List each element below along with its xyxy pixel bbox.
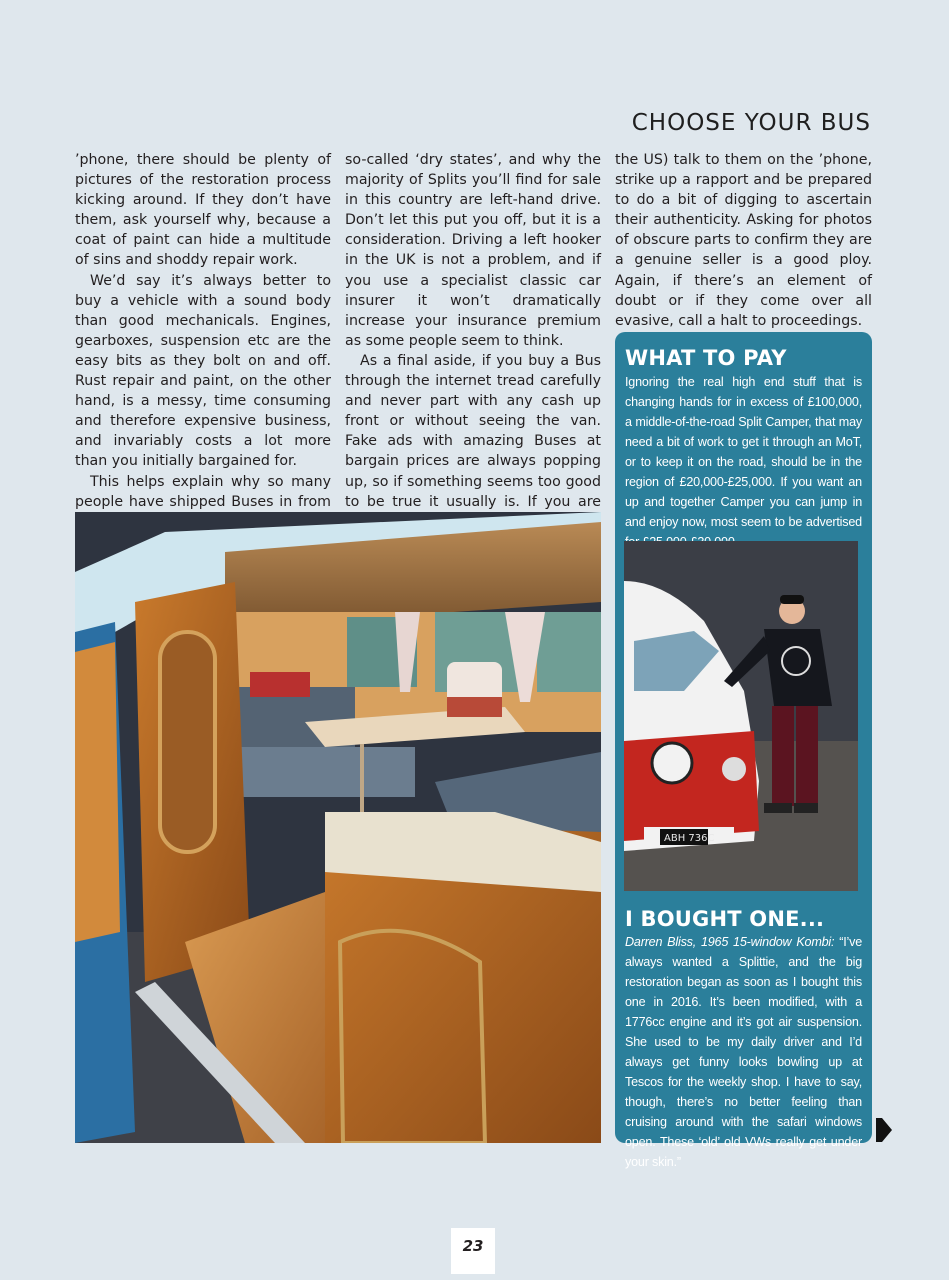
owner-with-van-photo [624, 541, 858, 891]
bought-one-quote: “I’ve always wanted a Splittie, and the big restoration began as soon as I bought this one in 2016. It’s been modified, with a 1776cc engine and it’s got air suspension. She used to be my daily driver and I’d always get funny looks bowling up at Tescos for the weekly shop. I have to say, though, there’s no better feeling than cruising around with the safari windows open. These ‘old’ old VWs really get under your skin.” [625, 935, 862, 1169]
article-paragraph: ’phone, there should be plenty of pictures of the restoration process kicking around. If they don’t have them, ask yourself why, because a coat of paint can hide a multitude of sins and shoddy repair work. [75, 152, 331, 269]
camper-interior-photo [75, 512, 601, 1143]
bought-one-text [625, 932, 862, 1172]
article-paragraph: the US) talk to them on the ’phone, strike up a rapport and be prepared to do a bit of digging to ascertain their authenticity. Asking for photos of obscure parts to confirm they are a genuine seller is a good ploy. Again, if there’s an element of doubt or if they come over all evasive, call a halt to proceedings. [615, 152, 872, 329]
owner-with-van-illustration [624, 541, 858, 891]
bought-one-heading: I BOUGHT ONE... [625, 907, 825, 931]
section-title: CHOOSE YOUR BUS [631, 110, 871, 136]
what-to-pay-text: Ignoring the real high end stuff that is changing hands for in excess of £100,000, a middle-of-the-road Split Camper, that may need a bit of work to get it through an MoT, or to keep it on the road, should be in the region of £20,000-£25,000. If you want an up and together Camper you can jump in and enjoy now, most seem to be advertised [625, 375, 862, 529]
bought-one-byline: Darren Bliss, 1965 15-window Kombi: [625, 935, 835, 949]
article-column-1 [75, 150, 331, 532]
article-paragraph: We’d say it’s always better to buy a vehicle with a sound body than good mechanicals. Engines, gearboxes, suspension etc are the easy bits as they bolt on and off. Rust repair and paint, on the other hand, is a messy, time consuming and therefore expensive business, and invariably costs a lot more than you initially bargained for. [75, 272, 331, 470]
what-to-pay-heading: WHAT TO PAY [625, 346, 787, 370]
article-column-2 [345, 150, 601, 532]
camper-interior-illustration [75, 512, 601, 1143]
sidebar-box [615, 332, 872, 1169]
continue-arrow-icon [876, 1118, 892, 1142]
article-column-3 [615, 150, 872, 331]
article-paragraph: As a final aside, if you buy a Bus through the internet tread carefully and never part with any cash up front or without seeing the van. Fake ads with amazing Buses at bargain prices are always popping up, so if something seems too good to be true it usually is. If you are [345, 352, 601, 510]
page-number: 23 [451, 1228, 495, 1274]
article-paragraph: so-called ‘dry states’, and why the majority of Splits you’ll find for sale in this country are left-hand drive. Don’t let this put you off, but it is a consideration. Driving a left hooker in the UK is not a problem, and if you use a specialist classic car insurer it won’t dramatically increase your insurance premium as some people seem to think. [345, 152, 601, 349]
article-paragraph: This helps explain why so many people have shipped Buses in from [75, 473, 331, 510]
number-plate: ABH 736C [664, 833, 715, 844]
